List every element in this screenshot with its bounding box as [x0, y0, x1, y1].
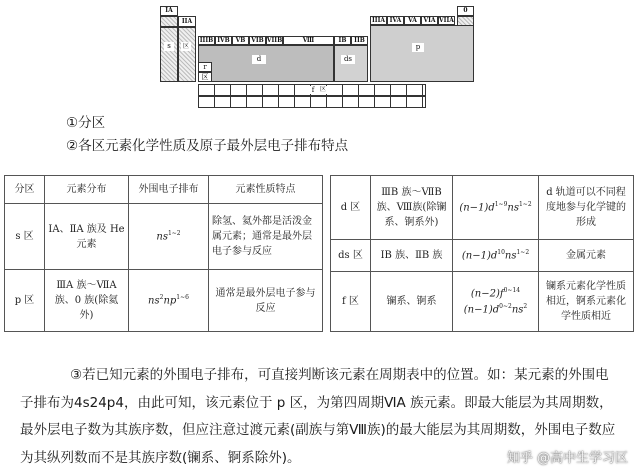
config-ds-b-sup: 1~2: [516, 248, 530, 256]
table-row-ds: [331, 240, 634, 272]
config-d-b: ns: [507, 202, 519, 214]
group-label-via: VIA: [421, 16, 438, 25]
group-label-viii: Ⅷ: [283, 36, 334, 45]
p-block: [370, 25, 474, 82]
col-header-region: 分区: [5, 176, 45, 204]
config-d-a-sup: 1~9: [494, 200, 508, 208]
config-s: [129, 204, 209, 270]
properties-f: 镧系元素化学性质相近，锕系元素化学性质相近: [539, 272, 634, 332]
distribution-p: ⅢA 族～ⅦA 族、0 族(除氦外): [45, 270, 129, 332]
f-marker-cell-1: r: [198, 62, 212, 72]
s-block-label: s: [164, 42, 174, 51]
group-label-ib: IB: [334, 36, 351, 45]
region-s: s 区: [5, 204, 45, 270]
d-block: [198, 45, 334, 82]
region-f: f 区: [331, 272, 371, 332]
config-p: [129, 270, 209, 332]
table-s-p-blocks: [4, 175, 323, 332]
config-d-b-sup: 1~2: [518, 200, 532, 208]
region-d: d 区: [331, 176, 371, 240]
group-label-0: 0: [457, 6, 474, 16]
config-ds-a: (n−1)d: [461, 250, 498, 262]
config-f-line2-sup: 0~2: [499, 302, 512, 310]
properties-d: d 轨道可以不同程度地参与化学键的形成: [539, 176, 634, 240]
distribution-s: ⅠA、ⅡA 族及 He 元素: [45, 204, 129, 270]
distribution-f: 镧系、锕系: [371, 272, 453, 332]
f-block-row-actinides: [198, 96, 426, 108]
region-ds: ds 区: [331, 240, 371, 272]
config-f-line2-b: ns: [511, 303, 524, 315]
watermark: 知乎 @高中生学习区: [506, 451, 628, 466]
table-row-p: [5, 270, 323, 332]
group-label-iiia: IIIA: [371, 16, 386, 24]
config-f: [453, 272, 539, 332]
group-label-vib: VIB: [249, 36, 266, 45]
col-header-properties: 元素性质特点: [209, 176, 323, 204]
heading-properties: ②各区元素化学性质及原子最外层电子排布特点: [66, 138, 349, 154]
col-header-config: 外围电子排布: [129, 176, 209, 204]
paragraph-text: ③若已知元素的外围电子排布，可直接判断该元素在周期表中的位置。如：某元素的外围电子排布为4s24p4，由此可知，该元素位于 p 区，为第四周期ⅥA 族元素。即最大能层为其周期数，最外层电子数为其族序数，但应注意过渡元素(副族与第Ⅷ族)的最大能层为其周期数，外围电子数应为其纵列数而不是其族序数(镧系、锕系除外)。: [20, 367, 616, 466]
group-label-viib: VIIB: [266, 36, 283, 44]
group-label-iib: IIB: [351, 36, 368, 45]
config-d-a: (n−1)d: [459, 202, 495, 214]
config-d: [453, 176, 539, 240]
p-block-label: p: [412, 43, 424, 52]
properties-p: 通常是最外层电子参与反应: [209, 270, 323, 332]
config-p-base1: ns: [148, 295, 160, 307]
group-label-viia: VIIA: [439, 16, 454, 24]
col-header-distribution: 元素分布: [45, 176, 129, 204]
properties-ds: 金属元素: [539, 240, 634, 272]
s-block-col1: [160, 27, 178, 82]
group-label-ia: IA: [160, 6, 178, 16]
config-ds-a-sup: 10: [497, 248, 505, 256]
properties-s: 除氢、氦外都是活泼金属元素；通常是最外层电子参与反应: [209, 204, 323, 270]
group-label-va: VA: [404, 16, 421, 25]
f-marker-cell-2: 区: [198, 72, 212, 82]
table-row-d: [331, 176, 634, 240]
config-f-line1: (n−2)f: [470, 288, 504, 300]
f-block-label: f: [308, 86, 318, 94]
periodic-table-diagram: [0, 0, 640, 112]
table-row-f: [331, 272, 634, 332]
table-row-s: [5, 204, 323, 270]
config-s-sup: 1~2: [167, 229, 181, 237]
heading-zoning: ①分区: [66, 115, 106, 131]
f-block-label-2: 区: [319, 86, 326, 93]
config-f-line2-b-sup: 2: [523, 302, 528, 310]
s-block-label-2: 区: [182, 42, 189, 50]
config-s-base: ns: [156, 231, 168, 243]
config-f-line2: (n−1)d: [463, 303, 500, 315]
config-ds: [453, 240, 539, 272]
group-label-iiib: IIIB: [199, 36, 214, 44]
group-label-vb: VB: [232, 36, 249, 45]
d-block-label: d: [252, 55, 266, 64]
group-label-ivb: IVB: [215, 36, 232, 45]
cell-h: [160, 16, 178, 27]
config-f-line1-sup: 0~14: [503, 287, 521, 295]
config-p-base2: np: [163, 295, 177, 307]
distribution-d: ⅢB 族～ⅦB 族、Ⅷ族(除镧系、锕系外): [371, 176, 453, 240]
ds-block-label: ds: [341, 55, 355, 64]
config-p-sup2: 1~6: [176, 293, 189, 301]
config-p-sup1: 2: [159, 293, 164, 301]
s-block-col2: [178, 27, 196, 82]
config-ds-b: ns: [504, 250, 517, 262]
distribution-ds: ⅠB 族、ⅡB 族: [371, 240, 453, 272]
table-d-ds-f-blocks: [330, 175, 634, 332]
group-label-iva: IVA: [387, 16, 404, 25]
group-label-iia: IIA: [178, 16, 196, 27]
region-p: p 区: [5, 270, 45, 332]
